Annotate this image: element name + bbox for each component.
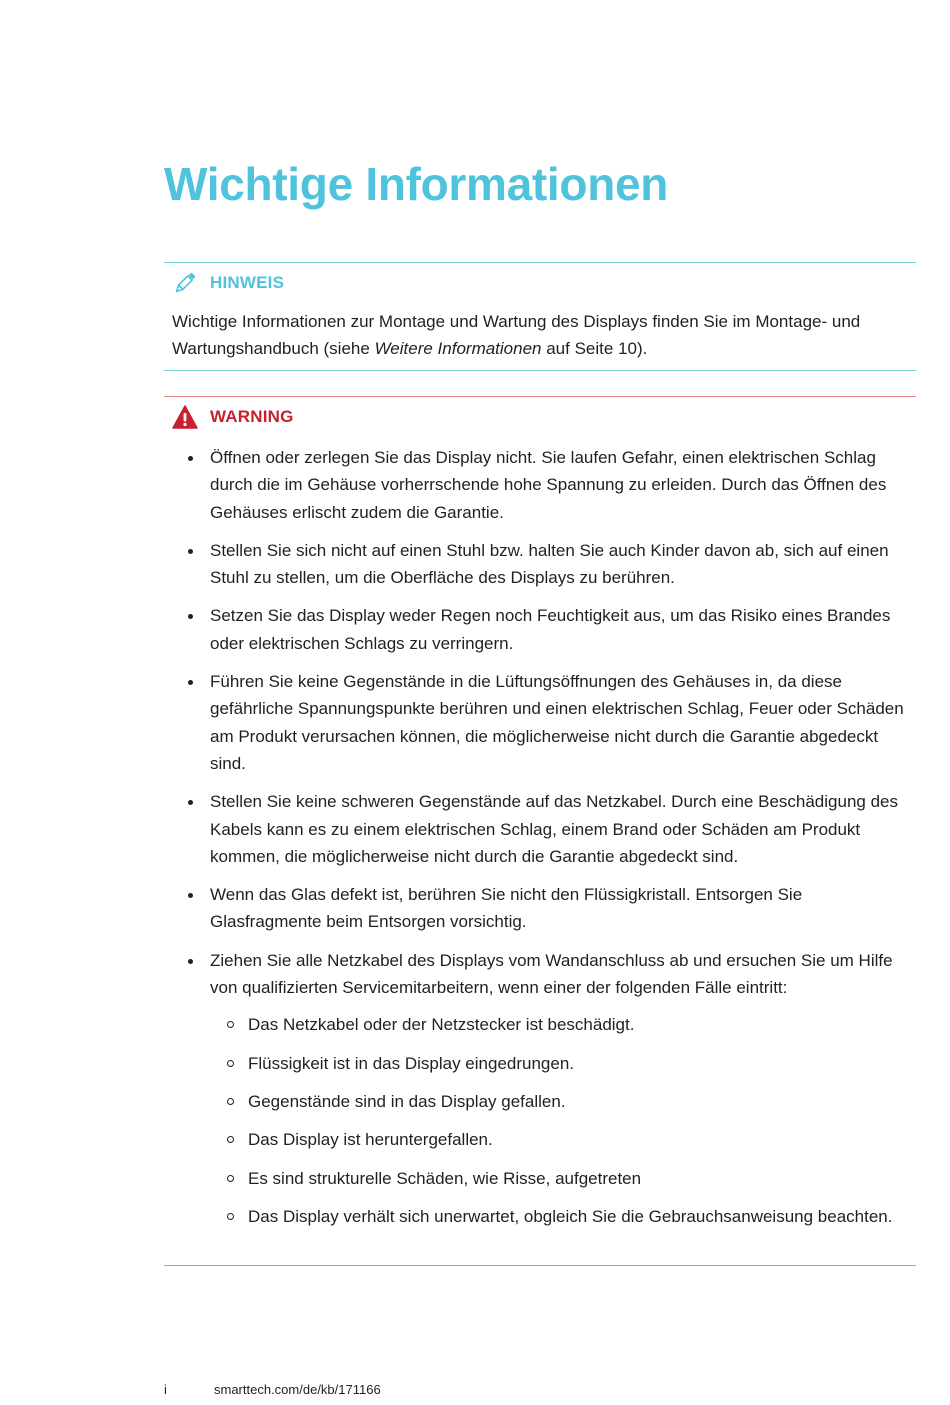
- sub-list-item: Es sind strukturelle Schäden, wie Risse, aufgetreten: [210, 1165, 907, 1192]
- list-item: Führen Sie keine Gegenstände in die Lüftungsöffnungen des Gehäuses in, da diese gefährliche Spannungspunkte berühren und einen elektrischen Schlag, Feuer oder Schäden am Produkt verursachen können, die möglicherweise nicht durch die Garantie abgedeckt sind.: [172, 668, 907, 777]
- warning-list: [172, 444, 907, 1241]
- list-item-with-sublist: [172, 947, 907, 1230]
- sub-list-item: Gegenstände sind in das Display gefallen.: [210, 1088, 907, 1115]
- sub-list-item: Das Display verhält sich unerwartet, obgleich Sie die Gebrauchsanweisung beachten.: [210, 1203, 907, 1230]
- warning-bottom-divider: [164, 1265, 916, 1266]
- note-bottom-divider: [164, 370, 916, 371]
- note-header: [172, 270, 284, 296]
- list-item: Öffnen oder zerlegen Sie das Display nicht. Sie laufen Gefahr, einen elektrischen Schlag durch die im Gehäuse vorherrschende hohe Spannung zu erleiden. Durch das Öffnen des Gehäuses erlischt zudem die Garantie.: [172, 444, 907, 526]
- footer-url-link[interactable]: smarttech.com/de/kb/171166: [214, 1382, 381, 1397]
- note-text: [172, 308, 912, 362]
- sub-list-item: Das Display ist heruntergefallen.: [210, 1126, 907, 1153]
- warning-triangle-icon: [172, 404, 198, 430]
- warning-label: WARNING: [210, 407, 294, 426]
- list-item: Stellen Sie sich nicht auf einen Stuhl bzw. halten Sie auch Kinder davon ab, sich auf einen Stuhl zu stellen, um die Oberfläche des Displays zu berühren.: [172, 537, 907, 592]
- pencil-icon: [172, 270, 198, 296]
- list-item-text: Ziehen Sie alle Netzkabel des Displays vom Wandanschluss ab und ersuchen Sie um Hilfe von qualifizierten Servicemitarbeitern, wenn einer der folgenden Fälle eintritt:: [210, 950, 893, 998]
- further-information-link[interactable]: Weitere Informationen: [374, 339, 542, 358]
- page-title: Wichtige Informationen: [164, 158, 669, 210]
- warning-top-divider: [164, 396, 916, 397]
- note-text-start: Wichtige Informationen zur Montage und Wartung des Displays finden Sie im Montage- und Wartungshandbuch (siehe: [172, 312, 861, 358]
- list-item: Stellen Sie keine schweren Gegenstände auf das Netzkabel. Durch eine Beschädigung des Kabels kann es zu einem elektrischen Schlag, einem Brand oder Schäden am Produkt kommen, die möglicherweise nicht durch die Garantie abgedeckt sind.: [172, 788, 907, 870]
- warning-header: [172, 404, 294, 430]
- sub-list-item: Das Netzkabel oder der Netzstecker ist beschädigt.: [210, 1011, 907, 1038]
- list-item: Wenn das Glas defekt ist, berühren Sie nicht den Flüssigkristall. Entsorgen Sie Glasfragmente beim Entsorgen vorsichtig.: [172, 881, 907, 936]
- note-top-divider: [164, 262, 916, 263]
- warning-sublist: [210, 1011, 907, 1230]
- note-text-end: auf Seite 10).: [541, 339, 648, 358]
- note-label: HINWEIS: [210, 273, 285, 292]
- page-number: i: [164, 1382, 167, 1397]
- sub-list-item: Flüssigkeit ist in das Display eingedrungen.: [210, 1050, 907, 1077]
- list-item: Setzen Sie das Display weder Regen noch Feuchtigkeit aus, um das Risiko eines Brandes oder elektrischen Schlags zu verringern.: [172, 602, 907, 657]
